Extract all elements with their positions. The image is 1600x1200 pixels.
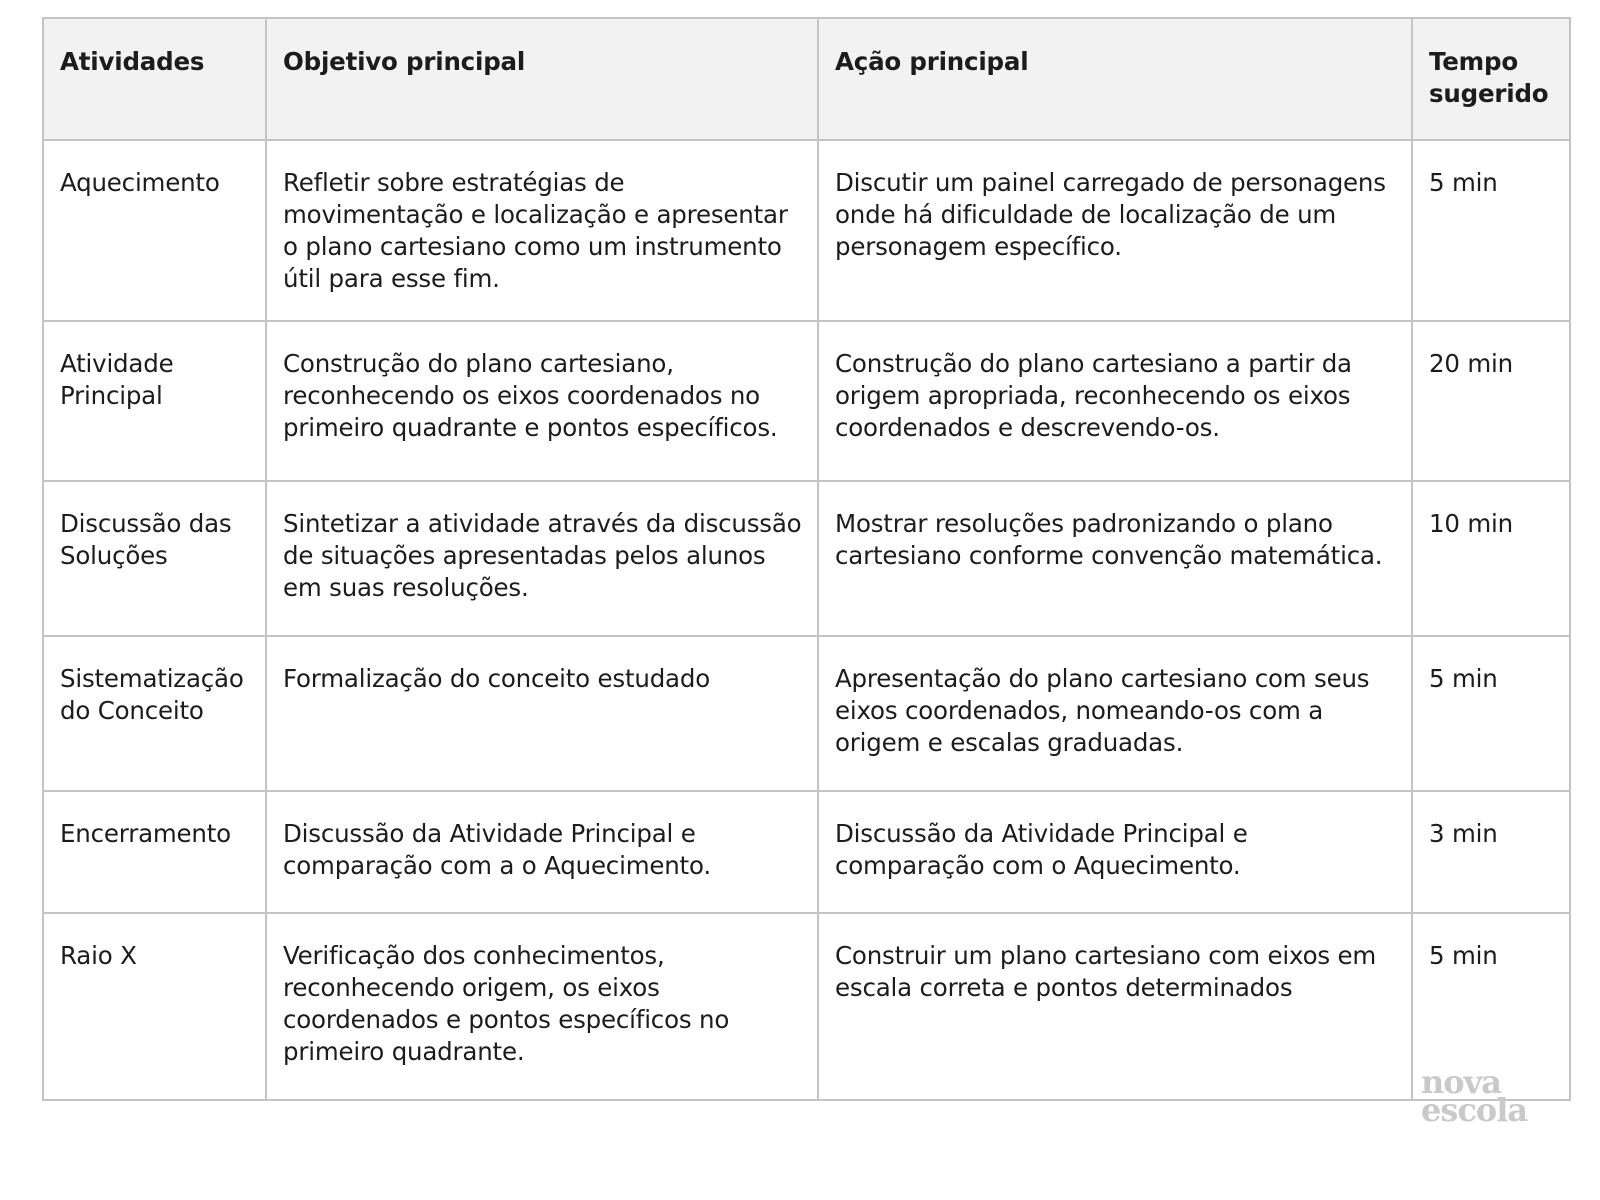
table-row [43,140,1570,321]
header-objetivo-principal: Objetivo principal [266,18,818,140]
header-row [43,18,1570,140]
cell-objetivo: Discussão da Atividade Principal e comparação com a o Aquecimento. [266,791,818,913]
cell-acao: Construção do plano cartesiano a partir da origem apropriada, reconhecendo os eixos coordenados e descrevendo-os. [818,321,1412,481]
cell-tempo: 5 min [1412,913,1570,1100]
table-row [43,321,1570,481]
cell-tempo: 20 min [1412,321,1570,481]
logo-line-nova: nova [1421,1063,1501,1101]
cell-objetivo: Sintetizar a atividade através da discussão de situações apresentadas pelos alunos em suas resoluções. [266,481,818,636]
table-row [43,913,1570,1100]
cell-atividade: Discussão das Soluções [43,481,266,636]
table-row [43,791,1570,913]
table-header [43,18,1570,140]
cell-acao: Construir um plano cartesiano com eixos em escala correta e pontos determinados [818,913,1412,1100]
cell-objetivo: Verificação dos conhecimentos, reconhecendo origem, os eixos coordenados e pontos específicos no primeiro quadrante. [266,913,818,1100]
cell-objetivo: Refletir sobre estratégias de movimentação e localização e apresentar o plano cartesiano como um instrumento útil para esse fim. [266,140,818,321]
cell-atividade: Raio X [43,913,266,1100]
header-atividades: Atividades [43,18,266,140]
table-row [43,636,1570,791]
cell-objetivo: Formalização do conceito estudado [266,636,818,791]
cell-atividade: Sistematização do Conceito [43,636,266,791]
cell-tempo: 5 min [1412,636,1570,791]
cell-tempo: 5 min [1412,140,1570,321]
logo-line-escola: escola [1421,1091,1528,1129]
cell-atividade: Encerramento [43,791,266,913]
cell-acao: Mostrar resoluções padronizando o plano cartesiano conforme convenção matemática. [818,481,1412,636]
cell-tempo: 10 min [1412,481,1570,636]
lesson-plan-table [42,17,1571,1101]
header-acao-principal: Ação principal [818,18,1412,140]
header-tempo-sugerido: Tempo sugerido [1412,18,1570,140]
cell-acao: Discussão da Atividade Principal e comparação com o Aquecimento. [818,791,1412,913]
cell-atividade: Atividade Principal [43,321,266,481]
lesson-plan-table-container [42,17,1569,1101]
table-row [43,481,1570,636]
cell-tempo: 3 min [1412,791,1570,913]
cell-atividade: Aquecimento [43,140,266,321]
cell-acao: Discutir um painel carregado de personagens onde há dificuldade de localização de um personagem específico. [818,140,1412,321]
cell-objetivo: Construção do plano cartesiano, reconhecendo os eixos coordenados no primeiro quadrante e pontos específicos. [266,321,818,481]
table-body [43,140,1570,1100]
cell-acao: Apresentação do plano cartesiano com seus eixos coordenados, nomeando-os com a origem e escalas graduadas. [818,636,1412,791]
nova-escola-logo [1421,1063,1551,1129]
